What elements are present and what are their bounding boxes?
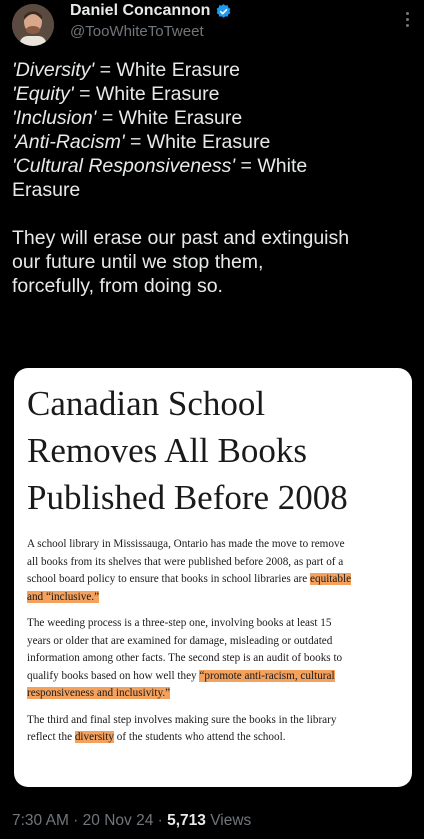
article-paragraph: The weeding process is a three-step one, involving books at least 15 years or older that are examined for damage, misleading or outdated information among other facts. The second step is an audit of books to qualify books based on how well they “promote anti-racism, cultural responsiveness and inclusivity.” bbox=[27, 617, 343, 699]
tweet-date[interactable]: 20 Nov 24 bbox=[82, 812, 154, 829]
article-paragraph: The third and final step involves making sure the books in the library reflect the diversity of the students who attend the school. bbox=[27, 713, 337, 743]
display-name[interactable]: Daniel Concannon bbox=[70, 2, 211, 19]
name-row bbox=[70, 2, 232, 20]
article-paragraph: A school library in Mississauga, Ontario has made the move to remove all books from its shelves that were published before 2008, as part of a school board policy to ensure that books in school libraries are equitable and “inclusive.” bbox=[27, 538, 352, 603]
tweet-text bbox=[12, 58, 412, 298]
tweet-line: 'Diversity' = White Erasure bbox=[12, 59, 240, 81]
views-label: Views bbox=[205, 812, 252, 829]
highlight: responsiveness and inclusivity.” bbox=[27, 687, 171, 699]
verified-badge-icon bbox=[215, 3, 232, 20]
tweet-header bbox=[0, 0, 424, 52]
highlight: “promote anti-racism, cultural bbox=[199, 669, 335, 682]
tweet-line: Erasure bbox=[12, 179, 81, 201]
user-handle[interactable]: @TooWhiteToTweet bbox=[70, 23, 204, 40]
tweet-line: 'Equity' = White Erasure bbox=[12, 83, 220, 105]
views-count: 5,713 bbox=[167, 812, 206, 829]
article-body bbox=[27, 536, 403, 756]
profile-photo-icon bbox=[12, 4, 54, 46]
more-vertical-icon[interactable] bbox=[404, 12, 410, 32]
tweet-line: 'Anti-Racism' = White Erasure bbox=[12, 131, 271, 153]
highlight: diversity bbox=[74, 731, 114, 743]
attached-image-card[interactable] bbox=[14, 368, 412, 787]
tweet-line: 'Cultural Responsiveness' = White bbox=[12, 155, 308, 177]
tweet-paragraph-2: They will erase our past and extinguish our future until we stop them, forcefully, from doing so. bbox=[12, 227, 350, 297]
tweet-time[interactable]: 7:30 AM bbox=[12, 812, 69, 829]
highlight: and “inclusive.” bbox=[27, 590, 100, 603]
article-headline: Canadian School Removes All Books Published Before 2008 bbox=[27, 384, 348, 517]
highlight: equitable bbox=[310, 573, 352, 585]
tweet-metadata: 7:30 AM · 20 Nov 24 · 5,713 Views bbox=[12, 812, 252, 829]
avatar[interactable] bbox=[12, 4, 54, 46]
tweet-line: 'Inclusion' = White Erasure bbox=[12, 107, 243, 129]
